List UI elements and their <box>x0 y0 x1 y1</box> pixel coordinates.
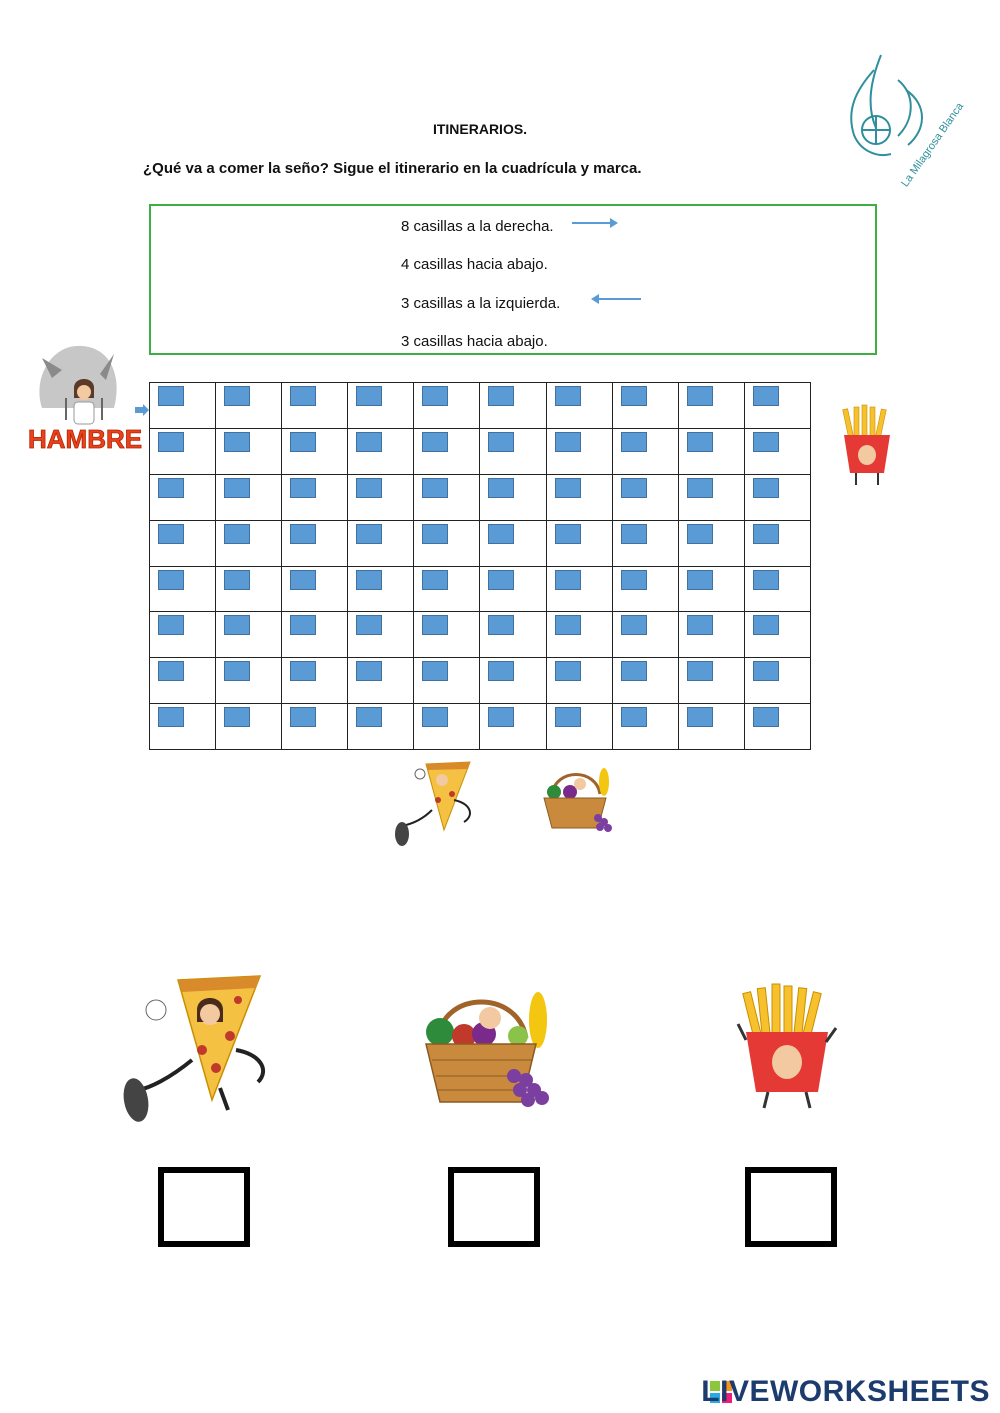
grid-cell-marker[interactable] <box>687 524 713 544</box>
arrow-left-icon <box>593 298 641 300</box>
grid-cell-marker[interactable] <box>687 570 713 590</box>
grid-cell <box>150 383 216 429</box>
question-text: ¿Qué va a comer la seño? Sigue el itinerario en la cuadrícula y marca. <box>143 160 642 177</box>
grid-cell <box>546 383 612 429</box>
grid-cell-marker[interactable] <box>158 661 184 681</box>
grid-cell <box>744 566 810 612</box>
grid-cell-marker[interactable] <box>290 615 316 635</box>
grid-cell-marker[interactable] <box>422 615 448 635</box>
grid-cell-marker[interactable] <box>555 707 581 727</box>
grid-cell <box>348 428 414 474</box>
logo-text: La Milagrosa Blanca <box>899 100 967 190</box>
grid-cell-marker[interactable] <box>488 615 514 635</box>
grid-cell-marker[interactable] <box>687 615 713 635</box>
grid-row <box>150 474 811 520</box>
grid-cell <box>414 428 480 474</box>
grid-cell <box>216 474 282 520</box>
grid-cell-marker[interactable] <box>687 661 713 681</box>
grid-cell-marker[interactable] <box>158 432 184 452</box>
grid-cell <box>612 520 678 566</box>
grid-cell <box>480 612 546 658</box>
grid-row <box>150 428 811 474</box>
grid-row <box>150 658 811 704</box>
grid-cell-marker[interactable] <box>158 570 184 590</box>
grid-cell <box>216 383 282 429</box>
instruction-4: 3 casillas hacia abajo. <box>401 333 548 350</box>
grid-cell <box>480 704 546 750</box>
grid-cell-marker[interactable] <box>555 661 581 681</box>
pizza-option-icon[interactable] <box>120 970 278 1126</box>
grid-cell-marker[interactable] <box>290 386 316 406</box>
grid-cell-marker[interactable] <box>753 661 779 681</box>
grid-cell <box>414 612 480 658</box>
grid-cell-marker[interactable] <box>753 478 779 498</box>
fruit-basket-answer-checkbox[interactable] <box>448 1167 540 1247</box>
grid-cell-marker[interactable] <box>356 707 382 727</box>
grid-cell <box>150 520 216 566</box>
grid-cell <box>216 566 282 612</box>
grid-cell-marker[interactable] <box>488 661 514 681</box>
grid-cell <box>348 566 414 612</box>
grid-cell-marker[interactable] <box>488 478 514 498</box>
grid-cell-marker[interactable] <box>687 386 713 406</box>
grid-cell <box>150 658 216 704</box>
grid-cell <box>744 704 810 750</box>
fruit-basket-small-icon <box>540 764 620 836</box>
grid-cell-marker[interactable] <box>158 615 184 635</box>
grid-cell-marker[interactable] <box>158 524 184 544</box>
grid-cell-marker[interactable] <box>687 478 713 498</box>
grid-cell <box>414 704 480 750</box>
grid-cell <box>546 474 612 520</box>
grid-cell <box>480 658 546 704</box>
grid-cell-marker[interactable] <box>224 570 250 590</box>
grid-cell-marker[interactable] <box>422 478 448 498</box>
grid-cell <box>282 704 348 750</box>
grid-cell <box>612 704 678 750</box>
fries-option-icon[interactable] <box>734 984 840 1112</box>
grid-cell-marker[interactable] <box>422 386 448 406</box>
grid-cell <box>150 566 216 612</box>
fries-small-icon <box>836 405 898 489</box>
grid-cell-marker[interactable] <box>555 478 581 498</box>
grid-cell-marker[interactable] <box>753 386 779 406</box>
grid-cell-marker[interactable] <box>621 478 647 498</box>
grid-cell <box>612 474 678 520</box>
grid-cell <box>216 704 282 750</box>
instruction-3: 3 casillas a la izquierda. <box>401 295 561 312</box>
grid-cell <box>414 566 480 612</box>
grid-cell-marker[interactable] <box>488 707 514 727</box>
grid-cell <box>612 612 678 658</box>
hambre-label: HAMBRE <box>28 424 143 454</box>
grid-cell-marker[interactable] <box>290 432 316 452</box>
grid-cell-marker[interactable] <box>753 524 779 544</box>
grid-cell-marker[interactable] <box>224 707 250 727</box>
grid-cell <box>678 428 744 474</box>
grid-cell-marker[interactable] <box>621 432 647 452</box>
grid-cell <box>480 566 546 612</box>
grid-cell <box>480 428 546 474</box>
grid-cell <box>348 704 414 750</box>
grid-cell <box>216 428 282 474</box>
grid-cell <box>150 428 216 474</box>
grid-row <box>150 612 811 658</box>
grid-cell-marker[interactable] <box>158 478 184 498</box>
grid-cell <box>678 704 744 750</box>
grid-cell-marker[interactable] <box>488 432 514 452</box>
grid-cell-marker[interactable] <box>290 707 316 727</box>
hungry-teacher-icon <box>22 338 143 458</box>
grid-cell <box>678 474 744 520</box>
grid-cell-marker[interactable] <box>621 570 647 590</box>
grid-cell <box>612 566 678 612</box>
grid-cell <box>348 520 414 566</box>
pizza-small-icon <box>392 760 478 848</box>
grid-cell <box>744 520 810 566</box>
grid-cell <box>546 658 612 704</box>
grid-row <box>150 520 811 566</box>
grid-cell <box>678 612 744 658</box>
grid-cell-marker[interactable] <box>356 478 382 498</box>
grid-cell <box>150 474 216 520</box>
grid-cell-marker[interactable] <box>422 432 448 452</box>
grid-cell-marker[interactable] <box>422 707 448 727</box>
grid-cell-marker[interactable] <box>356 432 382 452</box>
grid-cell-marker[interactable] <box>687 432 713 452</box>
footer-brand: LIVEWORKSHEETS <box>701 1375 990 1408</box>
grid-cell-marker[interactable] <box>488 524 514 544</box>
grid-cell-marker[interactable] <box>290 478 316 498</box>
grid-cell-marker[interactable] <box>356 615 382 635</box>
grid-cell <box>744 428 810 474</box>
grid-cell-marker[interactable] <box>488 570 514 590</box>
grid-cell-marker[interactable] <box>422 570 448 590</box>
grid-cell-marker[interactable] <box>555 432 581 452</box>
grid-cell-marker[interactable] <box>687 707 713 727</box>
grid-cell-marker[interactable] <box>488 386 514 406</box>
grid-cell-marker[interactable] <box>356 661 382 681</box>
grid-cell-marker[interactable] <box>753 707 779 727</box>
grid-cell <box>414 474 480 520</box>
grid-cell <box>414 658 480 704</box>
grid-cell <box>216 658 282 704</box>
grid-cell <box>348 658 414 704</box>
grid-cell-marker[interactable] <box>224 524 250 544</box>
grid-cell <box>546 428 612 474</box>
pizza-answer-checkbox[interactable] <box>158 1167 250 1247</box>
school-logo-icon <box>836 50 967 190</box>
grid-cell <box>546 704 612 750</box>
grid-cell-marker[interactable] <box>753 615 779 635</box>
instruction-1: 8 casillas a la derecha. <box>401 218 554 235</box>
grid-cell <box>282 658 348 704</box>
grid-cell <box>414 520 480 566</box>
grid-cell-marker[interactable] <box>356 386 382 406</box>
grid-cell-marker[interactable] <box>555 386 581 406</box>
grid-cell-marker[interactable] <box>422 661 448 681</box>
page-title: ITINERARIOS. <box>432 121 528 137</box>
grid-cell-marker[interactable] <box>621 524 647 544</box>
grid-cell-marker[interactable] <box>224 386 250 406</box>
grid-cell-marker[interactable] <box>555 615 581 635</box>
grid-cell-marker[interactable] <box>621 661 647 681</box>
grid-cell-marker[interactable] <box>422 524 448 544</box>
grid-cell <box>678 658 744 704</box>
grid-cell <box>150 612 216 658</box>
grid-cell-marker[interactable] <box>224 432 250 452</box>
grid-cell <box>348 474 414 520</box>
grid-cell <box>282 612 348 658</box>
grid-cell-marker[interactable] <box>158 707 184 727</box>
grid-cell-marker[interactable] <box>753 432 779 452</box>
grid-cell <box>414 383 480 429</box>
grid-cell-marker[interactable] <box>290 570 316 590</box>
grid-cell <box>348 383 414 429</box>
grid-cell-marker[interactable] <box>356 524 382 544</box>
grid-cell <box>282 566 348 612</box>
grid-cell-marker[interactable] <box>753 570 779 590</box>
grid-cell-marker[interactable] <box>621 615 647 635</box>
grid-cell-marker[interactable] <box>224 661 250 681</box>
grid-cell-marker[interactable] <box>555 524 581 544</box>
fruit-basket-option-icon[interactable] <box>418 984 562 1110</box>
grid-cell-marker[interactable] <box>621 707 647 727</box>
grid-cell <box>282 383 348 429</box>
grid-cell <box>678 566 744 612</box>
grid-cell <box>678 520 744 566</box>
grid-cell <box>612 383 678 429</box>
start-arrow-icon <box>135 404 149 416</box>
fries-answer-checkbox[interactable] <box>745 1167 837 1247</box>
grid-cell <box>744 474 810 520</box>
grid-cell-marker[interactable] <box>356 570 382 590</box>
grid-cell <box>282 474 348 520</box>
grid-cell <box>480 474 546 520</box>
grid-row <box>150 704 811 750</box>
itinerary-box <box>149 204 877 355</box>
grid-cell <box>150 704 216 750</box>
grid-cell <box>546 520 612 566</box>
grid-cell <box>744 383 810 429</box>
grid-cell <box>612 658 678 704</box>
arrow-right-icon <box>572 222 616 224</box>
grid-cell <box>216 612 282 658</box>
grid-cell <box>282 520 348 566</box>
grid-cell <box>480 520 546 566</box>
grid-row <box>150 383 811 429</box>
grid-cell-marker[interactable] <box>555 570 581 590</box>
grid-cell <box>744 658 810 704</box>
itinerary-grid <box>149 382 811 750</box>
grid-cell-marker[interactable] <box>290 524 316 544</box>
grid-cell-marker[interactable] <box>224 478 250 498</box>
instruction-2: 4 casillas hacia abajo. <box>401 256 548 273</box>
grid-row <box>150 566 811 612</box>
grid-cell <box>348 612 414 658</box>
grid-cell <box>612 428 678 474</box>
grid-cell-marker[interactable] <box>158 386 184 406</box>
grid-cell <box>282 428 348 474</box>
grid-cell <box>480 383 546 429</box>
grid-cell <box>546 612 612 658</box>
grid-cell <box>678 383 744 429</box>
grid-cell <box>216 520 282 566</box>
grid-cell <box>744 612 810 658</box>
grid-cell-marker[interactable] <box>290 661 316 681</box>
grid-cell <box>546 566 612 612</box>
grid-cell-marker[interactable] <box>224 615 250 635</box>
grid-cell-marker[interactable] <box>621 386 647 406</box>
